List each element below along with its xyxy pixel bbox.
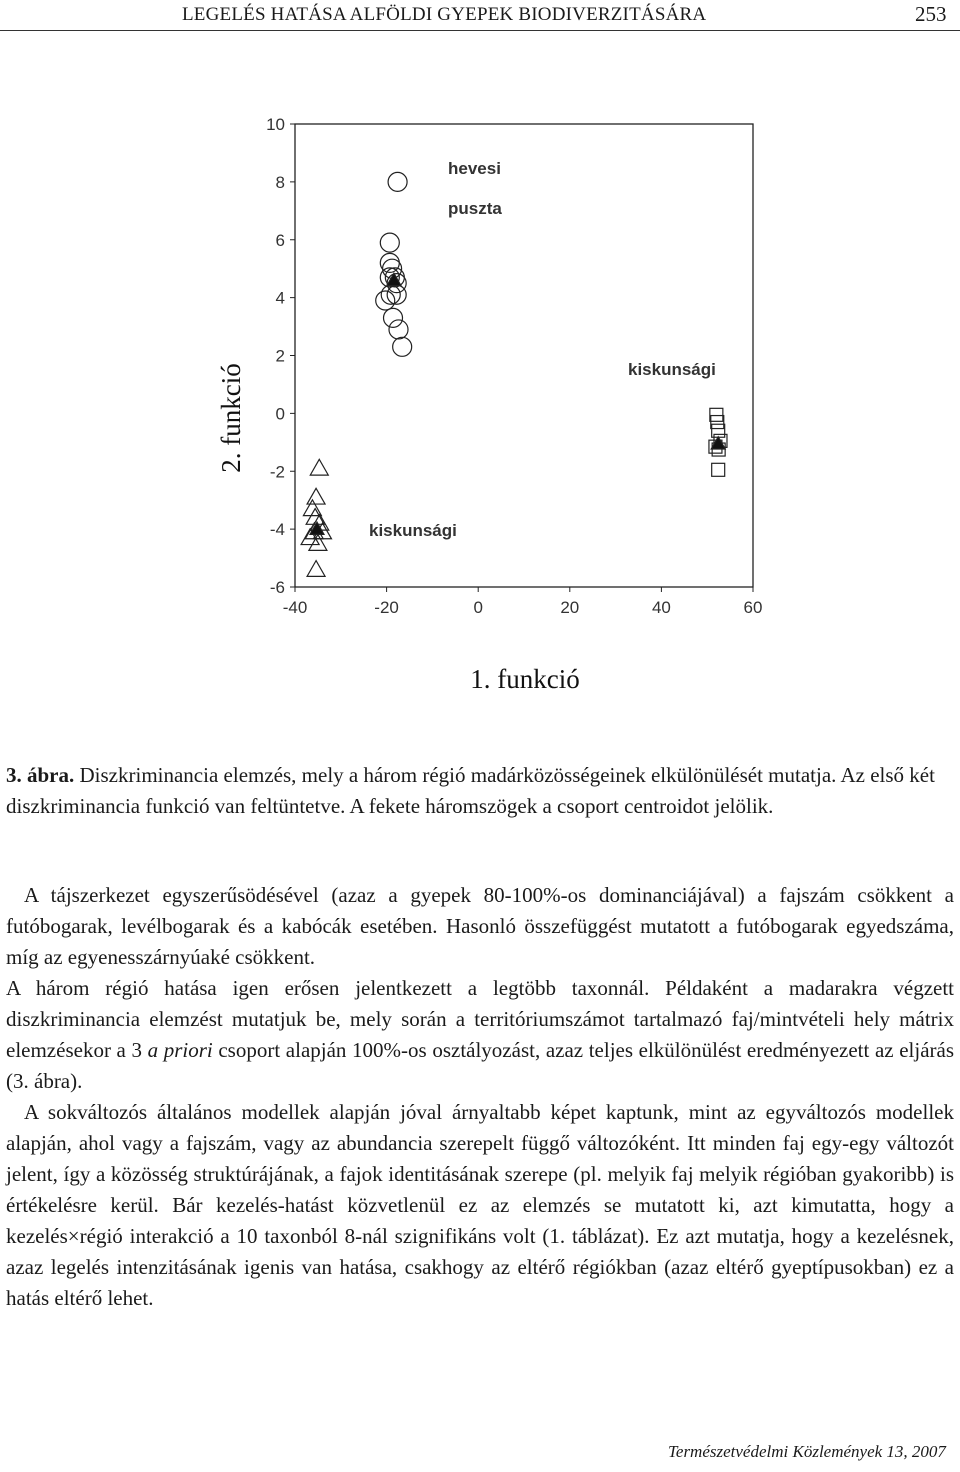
circle-point: [376, 291, 395, 310]
group-label-text: kiskunsági: [628, 360, 716, 379]
plot-frame: [295, 124, 753, 587]
group-labels: [369, 159, 716, 540]
journal-footer: Természetvédelmi Közlemények 13, 2007: [668, 1442, 946, 1461]
square-point: [710, 408, 723, 421]
header-title: LEGELÉS HATÁSA ALFÖLDI GYEPEK BIODIVERZITÁSÁRA: [182, 4, 707, 25]
circle-point: [380, 233, 399, 252]
body-text: [6, 880, 954, 1314]
caption-lead: 3. ábra.: [6, 763, 75, 787]
x-tick-label: 20: [560, 598, 580, 617]
square-point: [712, 463, 725, 476]
y-tick-label: -2: [269, 462, 285, 482]
paragraph-2-part-2: csoport alapján 100%-os osztályozást, azaz teljes elkülönülést eredményezett az eljárás (3. ábra).: [6, 1038, 955, 1093]
x-axis-title: 1. funkció: [470, 664, 580, 694]
discriminant-scatter-plot: [0, 100, 960, 720]
page-number: 253: [915, 2, 947, 26]
y-tick-label: -6: [269, 578, 285, 597]
y-tick-label: -4: [269, 520, 285, 540]
group-label-text: hevesi: [448, 159, 501, 178]
plot-border: [295, 124, 753, 587]
paragraph-1: A tájszerkezet egyszerűsödésével (azaz a gyepek 80-100%-os dominanciájával) a fajszám csökkent a futóbogarak, levélbogarak és a kabócák esetében. Hasonló összefüggést mutatott a futóbogarak egyedszáma, míg az egyenesszárnyúaké csökkent.: [6, 883, 954, 969]
paragraph-2-part-1: A három régió hatása igen erősen jelentkezett a legtöbb taxonnál. Példaként a madarakra végzett diszkriminancia elemzést mutatjuk be, mely során a territóriumszámot tartalmazó faj/mintvételi hely mátrix elemzésekor a 3: [6, 976, 954, 1062]
paragraph-2-italic: a priori: [147, 1038, 213, 1062]
y-axis-title: 2. funkció: [216, 363, 246, 473]
group-label-text: kiskunsági: [369, 521, 457, 540]
group-label-text: puszta: [448, 199, 502, 218]
y-tick-label: 6: [275, 230, 285, 250]
header-rule: [0, 30, 960, 31]
y-tick-label: 8: [275, 172, 285, 192]
circle-point: [393, 337, 412, 356]
square-point: [711, 416, 724, 429]
x-tick-label: 40: [651, 598, 671, 617]
triangle-point: [307, 561, 325, 577]
y-tick-label: 4: [275, 288, 285, 308]
x-tick-label: 60: [743, 598, 763, 617]
paragraph-3: A sokváltozós általános modellek alapján jóval árnyaltabb képet kaptunk, mint az egyváltozós modellek alapján, ahol vagy a fajszám, vagy az abundancia szerepelt függő változóként. Itt minden faj egy-egy változót jelent, így a közösség struktúrájának, a fajok identitásának szerepe (pl. melyik faj melyik régióban gyakoribb) is értékelésre kerül. Bár kezelés-hatást közvetlenül ez az elemzés se mutatott ki, azt kimutatta, hogy a kezelés×régió interakció a 10 taxonból 8-nál szignifikáns volt (1. táblázat). Ez azt mutatja, hogy a kezelésnek, azaz legelés intenzitásának igenis van hatása, csakhogy az eltérő régiókban (azaz eltérő gyeptípusokban) ez a hatás eltérő lehet.: [6, 1100, 954, 1310]
circle-point: [388, 172, 407, 191]
x-tick-label: -40: [282, 598, 308, 617]
y-tick-label: 2: [275, 346, 285, 366]
circle-point: [389, 320, 408, 339]
y-tick-label: 0: [275, 404, 285, 424]
x-tick-label: -20: [374, 598, 399, 617]
circle-point: [384, 308, 403, 327]
running-header: [0, 0, 960, 40]
paragraph-2: [6, 973, 954, 1097]
caption-text: Diszkriminancia elemzés, mely a három régió madárközösségeinek elkülönülését mutatja. Az első két diszkriminancia funkció van feltüntetve. A fekete háromszögek a csoport centroidot jelölik.: [6, 763, 935, 818]
triangle-point: [310, 459, 328, 475]
x-tick-label: 0: [473, 598, 483, 617]
figure-caption: [6, 760, 954, 822]
y-tick-label: 10: [266, 115, 285, 134]
triangle-point: [307, 488, 325, 504]
